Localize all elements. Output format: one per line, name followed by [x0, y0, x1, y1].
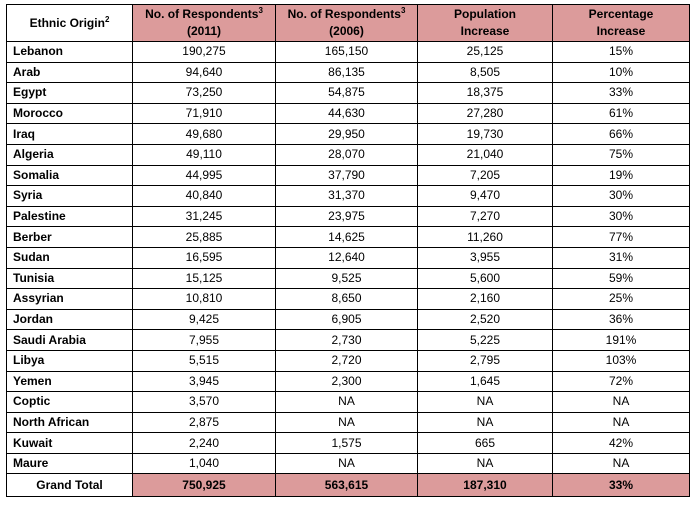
grand-total-label: Grand Total [7, 474, 133, 497]
table-row [7, 412, 690, 433]
population-increase-cell: 7,205 [418, 165, 553, 186]
population-increase-cell: 19,730 [418, 124, 553, 145]
population-increase-cell: 5,225 [418, 330, 553, 351]
respondents-2011-cell: 31,245 [133, 206, 276, 227]
origin-cell: Maure [7, 453, 133, 474]
respondents-2006-cell: 44,630 [276, 103, 418, 124]
header-respondents-2011 [133, 5, 276, 42]
origin-cell: Sudan [7, 247, 133, 268]
percentage-increase-cell: 31% [553, 247, 690, 268]
ethnic-origin-table [6, 4, 690, 497]
respondents-2011-cell: 25,885 [133, 227, 276, 248]
respondents-2006-cell: 9,525 [276, 268, 418, 289]
origin-cell: Yemen [7, 371, 133, 392]
respondents-2006-cell: 12,640 [276, 247, 418, 268]
respondents-2011-cell: 3,570 [133, 392, 276, 413]
respondents-2006-cell: 2,720 [276, 350, 418, 371]
header-respondents-2011-label: No. of Respondents [145, 7, 259, 21]
header-population-increase [418, 5, 553, 42]
grand-total-2006: 563,615 [276, 474, 418, 497]
respondents-2011-cell: 190,275 [133, 42, 276, 63]
percentage-increase-cell: 30% [553, 186, 690, 207]
table-row [7, 350, 690, 371]
respondents-2006-cell: NA [276, 392, 418, 413]
respondents-2011-cell: 94,640 [133, 62, 276, 83]
percentage-increase-cell: 25% [553, 289, 690, 310]
grand-total-percentage: 33% [553, 474, 690, 497]
respondents-2006-cell: 23,975 [276, 206, 418, 227]
percentage-increase-cell: NA [553, 453, 690, 474]
table-row [7, 83, 690, 104]
origin-cell: Kuwait [7, 433, 133, 454]
table-row [7, 309, 690, 330]
header-respondents-2011-year: (2011) [186, 24, 222, 38]
origin-cell: Iraq [7, 124, 133, 145]
respondents-2011-cell: 73,250 [133, 83, 276, 104]
respondents-2006-cell: 31,370 [276, 186, 418, 207]
percentage-increase-cell: 61% [553, 103, 690, 124]
respondents-2006-cell: 29,950 [276, 124, 418, 145]
origin-cell: Egypt [7, 83, 133, 104]
percentage-increase-cell: 75% [553, 144, 690, 165]
origin-cell: Palestine [7, 206, 133, 227]
population-increase-cell: NA [418, 412, 553, 433]
respondents-2006-cell: NA [276, 412, 418, 433]
population-increase-cell: 1,645 [418, 371, 553, 392]
table-row [7, 371, 690, 392]
percentage-increase-cell: 30% [553, 206, 690, 227]
respondents-2006-cell: 28,070 [276, 144, 418, 165]
population-increase-cell: 5,600 [418, 268, 553, 289]
header-population-increase-line1: Population [454, 7, 516, 21]
header-percentage-increase-line1: Percentage [588, 7, 654, 21]
population-increase-cell: 2,520 [418, 309, 553, 330]
respondents-2011-cell: 16,595 [133, 247, 276, 268]
origin-cell: Somalia [7, 165, 133, 186]
percentage-increase-cell: NA [553, 412, 690, 433]
origin-cell: Algeria [7, 144, 133, 165]
respondents-2011-cell: 7,955 [133, 330, 276, 351]
origin-cell: Assyrian [7, 289, 133, 310]
origin-cell: Arab [7, 62, 133, 83]
percentage-increase-cell: 10% [553, 62, 690, 83]
population-increase-cell: 665 [418, 433, 553, 454]
origin-cell: Morocco [7, 103, 133, 124]
table-row [7, 330, 690, 351]
respondents-2006-cell: 2,730 [276, 330, 418, 351]
header-percentage-increase [553, 5, 690, 42]
population-increase-cell: 8,505 [418, 62, 553, 83]
percentage-increase-cell: 103% [553, 350, 690, 371]
percentage-increase-cell: 59% [553, 268, 690, 289]
header-respondents-2006-label: No. of Respondents [287, 7, 401, 21]
population-increase-cell: 18,375 [418, 83, 553, 104]
respondents-2011-cell: 9,425 [133, 309, 276, 330]
table-row [7, 165, 690, 186]
respondents-2006-cell: NA [276, 453, 418, 474]
header-ethnic-origin-label: Ethnic Origin [29, 15, 105, 30]
table-row [7, 206, 690, 227]
respondents-2011-cell: 1,040 [133, 453, 276, 474]
respondents-2011-cell: 71,910 [133, 103, 276, 124]
header-respondents-2006 [276, 5, 418, 42]
population-increase-cell: 11,260 [418, 227, 553, 248]
population-increase-cell: 27,280 [418, 103, 553, 124]
grand-total-2011: 750,925 [133, 474, 276, 497]
respondents-2006-cell: 8,650 [276, 289, 418, 310]
origin-cell: Libya [7, 350, 133, 371]
percentage-increase-cell: 19% [553, 165, 690, 186]
percentage-increase-cell: 72% [553, 371, 690, 392]
respondents-2006-cell: 6,905 [276, 309, 418, 330]
footnote-marker: 3 [258, 6, 263, 15]
respondents-2006-cell: 2,300 [276, 371, 418, 392]
origin-cell: Lebanon [7, 42, 133, 63]
population-increase-cell: 2,160 [418, 289, 553, 310]
population-increase-cell: 9,470 [418, 186, 553, 207]
respondents-2006-cell: 54,875 [276, 83, 418, 104]
origin-cell: Syria [7, 186, 133, 207]
table-row [7, 124, 690, 145]
percentage-increase-cell: 42% [553, 433, 690, 454]
percentage-increase-cell: 77% [553, 227, 690, 248]
origin-cell: Saudi Arabia [7, 330, 133, 351]
table-row [7, 268, 690, 289]
table-row [7, 247, 690, 268]
percentage-increase-cell: NA [553, 392, 690, 413]
footnote-marker: 3 [400, 6, 406, 15]
header-population-increase-line2: Increase [460, 24, 510, 38]
origin-cell: Coptic [7, 392, 133, 413]
table-row [7, 289, 690, 310]
table-body [7, 42, 690, 474]
respondents-2011-cell: 10,810 [133, 289, 276, 310]
population-increase-cell: NA [418, 392, 553, 413]
respondents-2006-cell: 14,625 [276, 227, 418, 248]
respondents-2011-cell: 15,125 [133, 268, 276, 289]
footnote-marker: 2 [104, 14, 110, 24]
percentage-increase-cell: 15% [553, 42, 690, 63]
respondents-2011-cell: 5,515 [133, 350, 276, 371]
table-row [7, 103, 690, 124]
table-row [7, 227, 690, 248]
origin-cell: Jordan [7, 309, 133, 330]
population-increase-cell: NA [418, 453, 553, 474]
header-percentage-increase-line2: Increase [596, 24, 646, 38]
origin-cell: Berber [7, 227, 133, 248]
table-row [7, 433, 690, 454]
header-row [7, 5, 690, 42]
percentage-increase-cell: 33% [553, 83, 690, 104]
population-increase-cell: 3,955 [418, 247, 553, 268]
percentage-increase-cell: 66% [553, 124, 690, 145]
grand-total-increase: 187,310 [418, 474, 553, 497]
percentage-increase-cell: 36% [553, 309, 690, 330]
respondents-2011-cell: 2,875 [133, 412, 276, 433]
population-increase-cell: 21,040 [418, 144, 553, 165]
header-respondents-2006-year: (2006) [329, 24, 364, 38]
grand-total-row [7, 474, 690, 497]
table-row [7, 62, 690, 83]
respondents-2011-cell: 49,110 [133, 144, 276, 165]
table-row [7, 392, 690, 413]
header-ethnic-origin [7, 5, 133, 42]
origin-cell: North African [7, 412, 133, 433]
respondents-2006-cell: 37,790 [276, 165, 418, 186]
respondents-2011-cell: 40,840 [133, 186, 276, 207]
percentage-increase-cell: 191% [553, 330, 690, 351]
table-row [7, 144, 690, 165]
respondents-2006-cell: 86,135 [276, 62, 418, 83]
table-row [7, 42, 690, 63]
respondents-2006-cell: 165,150 [276, 42, 418, 63]
population-increase-cell: 7,270 [418, 206, 553, 227]
respondents-2011-cell: 3,945 [133, 371, 276, 392]
respondents-2011-cell: 49,680 [133, 124, 276, 145]
respondents-2011-cell: 44,995 [133, 165, 276, 186]
respondents-2006-cell: 1,575 [276, 433, 418, 454]
population-increase-cell: 25,125 [418, 42, 553, 63]
population-increase-cell: 2,795 [418, 350, 553, 371]
origin-cell: Tunisia [7, 268, 133, 289]
table-row [7, 186, 690, 207]
table-row [7, 453, 690, 474]
respondents-2011-cell: 2,240 [133, 433, 276, 454]
